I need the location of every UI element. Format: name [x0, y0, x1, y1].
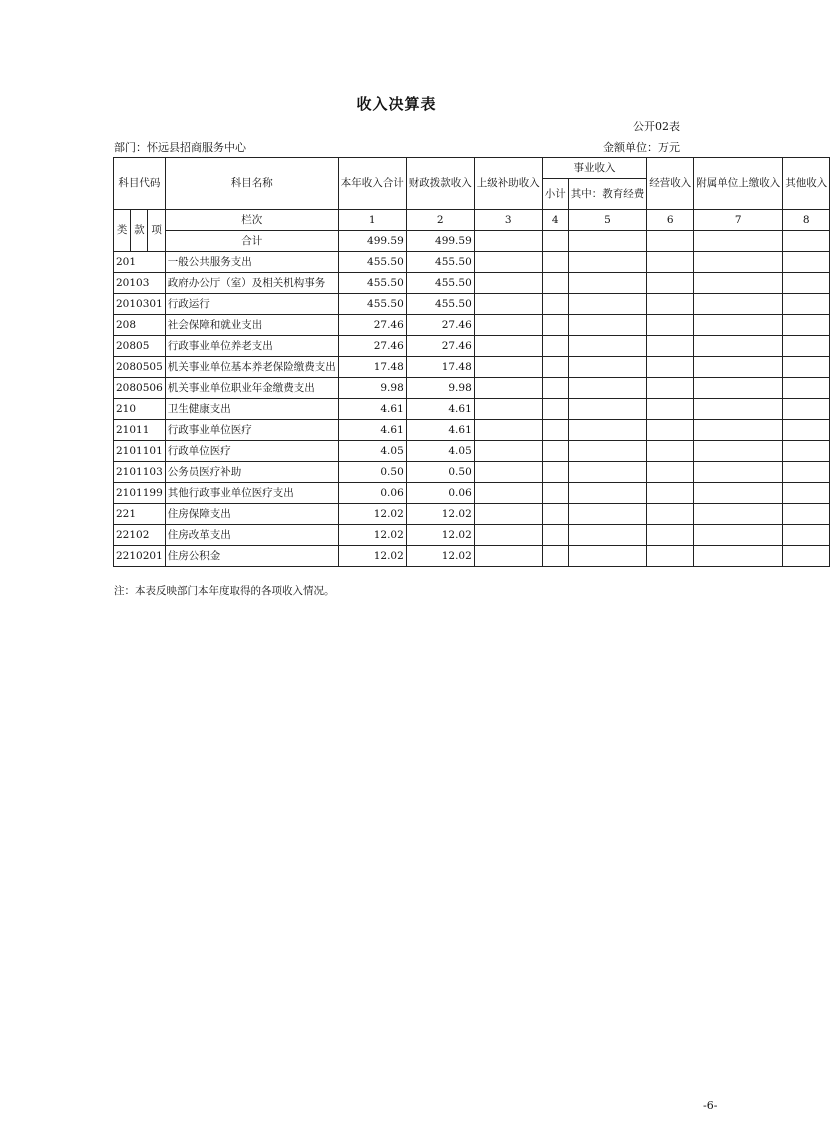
empty-cell [474, 525, 542, 546]
empty-cell [542, 315, 568, 336]
table-row [114, 483, 830, 504]
header-xiang: 项 [148, 210, 165, 252]
page-title: 收入决算表 [356, 95, 437, 113]
subject-code-cell: 2210201 [114, 546, 166, 567]
total-income-cell: 0.50 [338, 462, 406, 483]
header-kuan: 款 [131, 210, 148, 252]
empty-cell [783, 399, 830, 420]
empty-cell [568, 399, 647, 420]
empty-cell [783, 252, 830, 273]
fiscal-cell: 27.46 [406, 336, 474, 357]
empty-cell [542, 462, 568, 483]
empty-cell [783, 357, 830, 378]
empty-cell [568, 315, 647, 336]
total-income-cell: 27.46 [338, 315, 406, 336]
empty-cell [647, 441, 694, 462]
empty-cell [542, 378, 568, 399]
empty-cell [542, 483, 568, 504]
empty-cell [474, 315, 542, 336]
empty-cell [568, 462, 647, 483]
department-label: 部门：怀远县招商服务中心 [114, 141, 246, 154]
table-row [114, 315, 830, 336]
column-label: 栏次 [165, 210, 338, 231]
header-superior: 上级补助收入 [474, 158, 542, 210]
empty-cell [568, 483, 647, 504]
empty-cell [783, 504, 830, 525]
empty-cell [474, 378, 542, 399]
empty-cell [647, 336, 694, 357]
col-num: 7 [694, 210, 783, 231]
fiscal-cell: 0.06 [406, 483, 474, 504]
subject-code-cell: 208 [114, 315, 166, 336]
table-header [114, 158, 830, 252]
empty-cell [783, 273, 830, 294]
col-num: 5 [568, 210, 647, 231]
empty-cell [568, 273, 647, 294]
subject-name-cell: 社会保障和就业支出 [165, 315, 338, 336]
empty-cell [647, 378, 694, 399]
fiscal-cell: 455.50 [406, 294, 474, 315]
subject-code-cell: 221 [114, 504, 166, 525]
subject-name-cell: 行政事业单位养老支出 [165, 336, 338, 357]
fiscal-cell: 455.50 [406, 252, 474, 273]
empty-cell [542, 399, 568, 420]
table-row [114, 357, 830, 378]
empty-cell [542, 546, 568, 567]
subject-code-cell: 2080506 [114, 378, 166, 399]
fiscal-cell: 4.61 [406, 420, 474, 441]
empty-cell [647, 252, 694, 273]
fiscal-cell: 4.61 [406, 399, 474, 420]
subject-code-cell: 20805 [114, 336, 166, 357]
fiscal-cell: 4.05 [406, 441, 474, 462]
total-income-cell: 4.61 [338, 399, 406, 420]
empty-cell [783, 315, 830, 336]
empty-cell [568, 420, 647, 441]
subject-name-cell: 机关事业单位基本养老保险缴费支出 [165, 357, 338, 378]
subject-name-cell: 行政运行 [165, 294, 338, 315]
total-income: 499.59 [338, 231, 406, 252]
fiscal-cell: 9.98 [406, 378, 474, 399]
col-num: 4 [542, 210, 568, 231]
table-row [114, 546, 830, 567]
col-num: 8 [783, 210, 830, 231]
header-affiliated: 附属单位上缴收入 [694, 158, 783, 210]
total-income-cell: 4.61 [338, 420, 406, 441]
table-row [114, 504, 830, 525]
total-income-cell: 17.48 [338, 357, 406, 378]
total-income-cell: 455.50 [338, 252, 406, 273]
empty-cell [568, 525, 647, 546]
header-total-income: 本年收入合计 [338, 158, 406, 210]
subject-code-cell: 2010301 [114, 294, 166, 315]
subject-name-cell: 机关事业单位职业年金缴费支出 [165, 378, 338, 399]
header-education: 其中：教育经费 [568, 179, 647, 210]
header-subject-code: 科目代码 [114, 158, 166, 210]
empty-cell [694, 420, 783, 441]
subject-name-cell: 住房改革支出 [165, 525, 338, 546]
table-row [114, 294, 830, 315]
empty-cell [647, 483, 694, 504]
empty-cell [474, 483, 542, 504]
empty-cell [694, 357, 783, 378]
empty-cell [542, 273, 568, 294]
total-income-cell: 455.50 [338, 294, 406, 315]
header-business-income: 事业收入 [542, 158, 647, 179]
empty-cell [694, 525, 783, 546]
empty-cell [568, 252, 647, 273]
empty-cell [568, 378, 647, 399]
table-row [114, 336, 830, 357]
empty-cell [694, 483, 783, 504]
income-table [113, 157, 830, 567]
subject-name-cell: 公务员医疗补助 [165, 462, 338, 483]
empty-cell [783, 462, 830, 483]
empty-cell [542, 357, 568, 378]
col-num: 2 [406, 210, 474, 231]
empty-cell [542, 525, 568, 546]
empty-cell [783, 420, 830, 441]
subject-name-cell: 住房保障支出 [165, 504, 338, 525]
subject-name-cell: 行政事业单位医疗 [165, 420, 338, 441]
empty-cell [647, 273, 694, 294]
page-number: -6- [703, 1099, 718, 1112]
empty-cell [542, 420, 568, 441]
empty-cell [647, 294, 694, 315]
empty-cell [542, 252, 568, 273]
fiscal-cell: 455.50 [406, 273, 474, 294]
total-income-cell: 12.02 [338, 525, 406, 546]
empty-cell [694, 399, 783, 420]
subject-name-cell: 其他行政事业单位医疗支出 [165, 483, 338, 504]
table-row [114, 252, 830, 273]
empty-cell [568, 357, 647, 378]
total-income-cell: 12.02 [338, 504, 406, 525]
empty-cell [647, 525, 694, 546]
total-row [114, 231, 830, 252]
subject-code-cell: 2101101 [114, 441, 166, 462]
empty-cell [542, 504, 568, 525]
empty-cell [783, 378, 830, 399]
table-row [114, 378, 830, 399]
empty-cell [694, 273, 783, 294]
header-subtotal: 小计 [542, 179, 568, 210]
header-other: 其他收入 [783, 158, 830, 210]
empty-cell [647, 399, 694, 420]
table-row [114, 420, 830, 441]
empty-cell [474, 504, 542, 525]
empty-cell [694, 315, 783, 336]
header-lei: 类 [114, 210, 131, 252]
col-num: 3 [474, 210, 542, 231]
col-num: 6 [647, 210, 694, 231]
total-fiscal: 499.59 [406, 231, 474, 252]
subject-code-cell: 210 [114, 399, 166, 420]
total-income-cell: 27.46 [338, 336, 406, 357]
fiscal-cell: 27.46 [406, 315, 474, 336]
empty-cell [474, 546, 542, 567]
fiscal-cell: 12.02 [406, 504, 474, 525]
header-subject-name: 科目名称 [165, 158, 338, 210]
fiscal-cell: 0.50 [406, 462, 474, 483]
empty-cell [568, 546, 647, 567]
empty-cell [694, 462, 783, 483]
empty-cell [694, 336, 783, 357]
empty-cell [783, 525, 830, 546]
empty-cell [474, 273, 542, 294]
table-body [114, 252, 830, 567]
unit-label: 金额单位：万元 [603, 141, 680, 154]
header-fiscal: 财政拨款收入 [406, 158, 474, 210]
empty-cell [647, 504, 694, 525]
total-label: 合计 [165, 231, 338, 252]
empty-cell [783, 336, 830, 357]
subject-code-cell: 2101199 [114, 483, 166, 504]
table-row [114, 273, 830, 294]
subject-name-cell: 住房公积金 [165, 546, 338, 567]
empty-cell [474, 294, 542, 315]
header-operating: 经营收入 [647, 158, 694, 210]
total-income-cell: 0.06 [338, 483, 406, 504]
empty-cell [694, 294, 783, 315]
empty-cell [568, 504, 647, 525]
empty-cell [474, 336, 542, 357]
empty-cell [647, 420, 694, 441]
empty-cell [474, 441, 542, 462]
total-income-cell: 9.98 [338, 378, 406, 399]
subject-name-cell: 行政单位医疗 [165, 441, 338, 462]
empty-cell [783, 441, 830, 462]
subject-code-cell: 2101103 [114, 462, 166, 483]
subject-code-cell: 21011 [114, 420, 166, 441]
table-row [114, 525, 830, 546]
total-income-cell: 4.05 [338, 441, 406, 462]
empty-cell [694, 441, 783, 462]
empty-cell [474, 462, 542, 483]
subject-name-cell: 一般公共服务支出 [165, 252, 338, 273]
empty-cell [474, 357, 542, 378]
subject-name-cell: 政府办公厅（室）及相关机构事务 [165, 273, 338, 294]
table-row [114, 399, 830, 420]
col-num: 1 [338, 210, 406, 231]
empty-cell [783, 483, 830, 504]
empty-cell [568, 294, 647, 315]
empty-cell [647, 357, 694, 378]
total-income-cell: 455.50 [338, 273, 406, 294]
fiscal-cell: 12.02 [406, 525, 474, 546]
subject-code-cell: 22102 [114, 525, 166, 546]
form-code: 公开02表 [633, 120, 680, 133]
empty-cell [647, 315, 694, 336]
empty-cell [647, 462, 694, 483]
empty-cell [568, 441, 647, 462]
subject-code-cell: 201 [114, 252, 166, 273]
subject-code-cell: 20103 [114, 273, 166, 294]
total-income-cell: 12.02 [338, 546, 406, 567]
empty-cell [783, 294, 830, 315]
subject-name-cell: 卫生健康支出 [165, 399, 338, 420]
empty-cell [694, 378, 783, 399]
table-row [114, 441, 830, 462]
table-note: 注：本表反映部门本年度取得的各项收入情况。 [114, 585, 335, 597]
subject-code-cell: 2080505 [114, 357, 166, 378]
table-row [114, 462, 830, 483]
empty-cell [474, 420, 542, 441]
empty-cell [694, 504, 783, 525]
empty-cell [694, 252, 783, 273]
empty-cell [647, 546, 694, 567]
empty-cell [474, 399, 542, 420]
empty-cell [542, 294, 568, 315]
empty-cell [542, 441, 568, 462]
empty-cell [542, 336, 568, 357]
empty-cell [474, 252, 542, 273]
empty-cell [694, 546, 783, 567]
fiscal-cell: 17.48 [406, 357, 474, 378]
fiscal-cell: 12.02 [406, 546, 474, 567]
empty-cell [568, 336, 647, 357]
empty-cell [783, 546, 830, 567]
